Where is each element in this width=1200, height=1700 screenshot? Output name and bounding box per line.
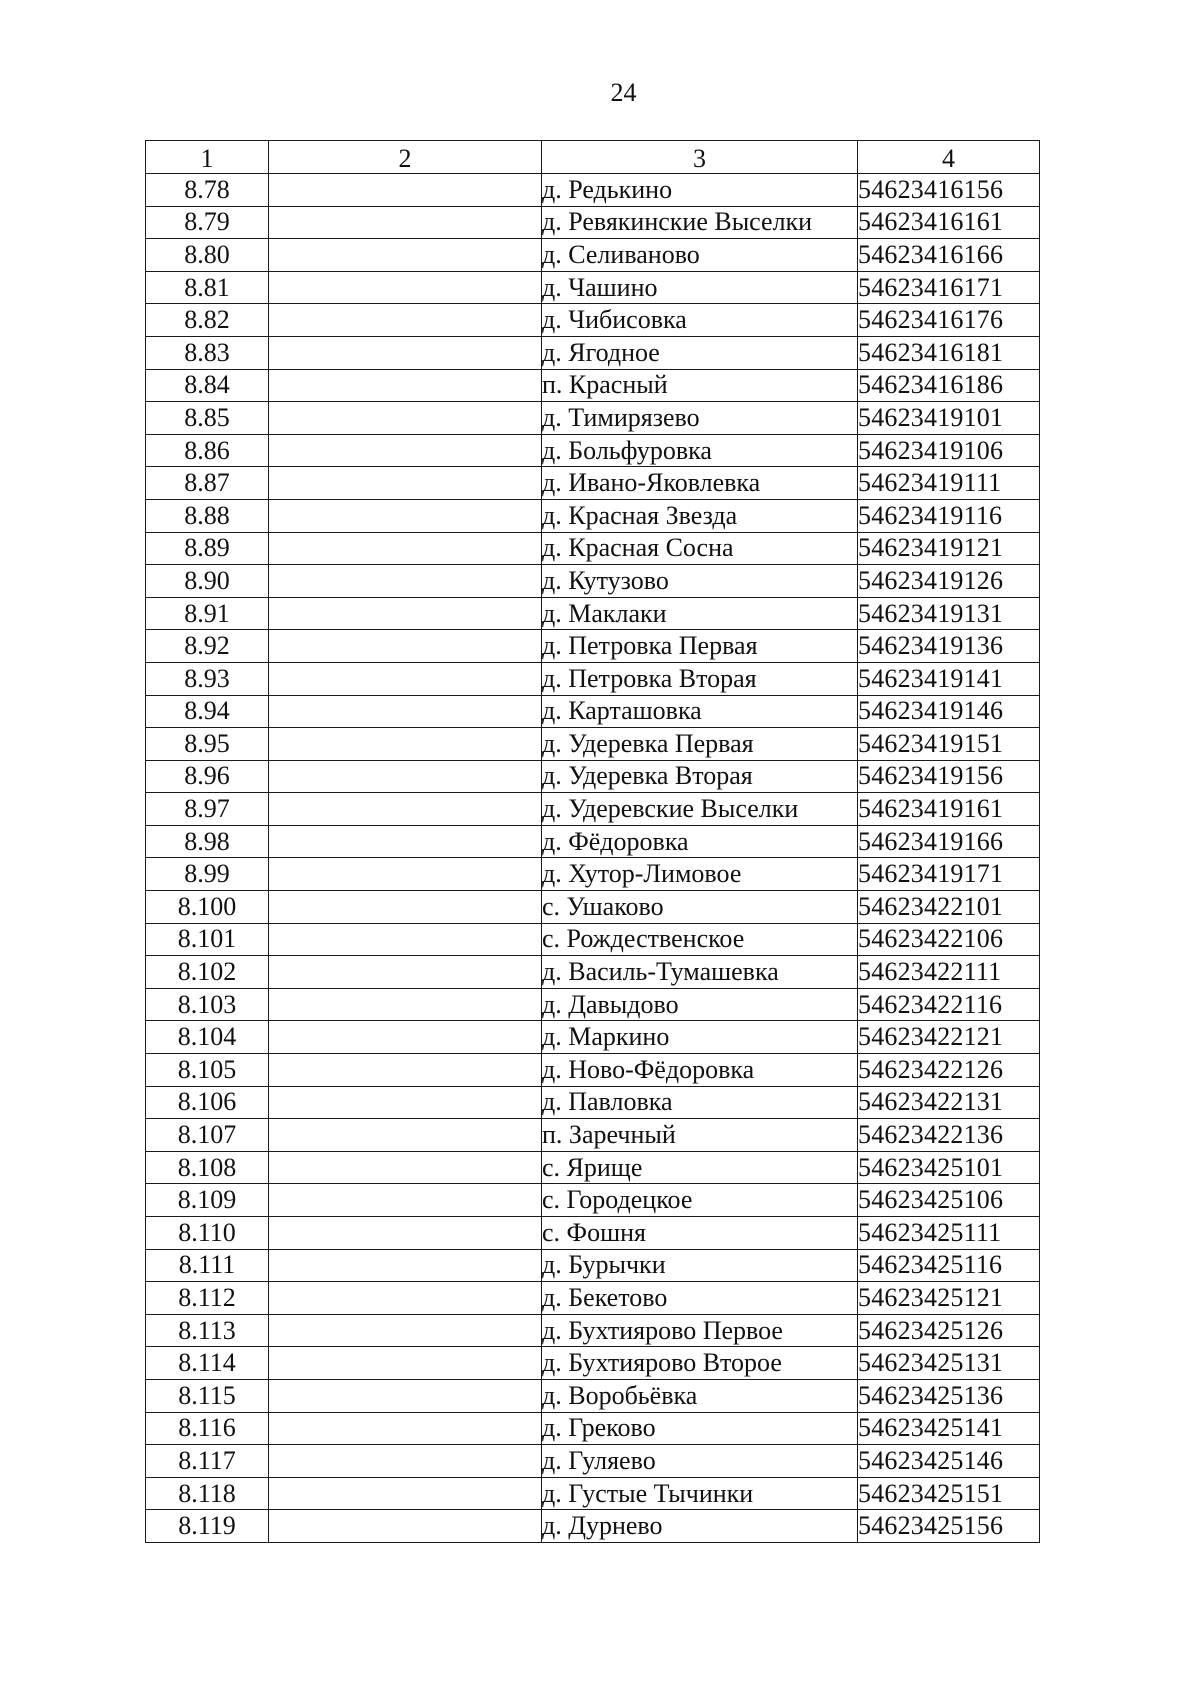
row-column2-cell xyxy=(269,956,542,989)
oktmo-code-cell: 54623425151 xyxy=(858,1477,1040,1510)
row-number-cell: 8.98 xyxy=(146,825,269,858)
oktmo-code-cell: 54623425146 xyxy=(858,1445,1040,1478)
settlement-name-cell: д. Фёдоровка xyxy=(542,825,858,858)
table-body xyxy=(146,174,1040,1543)
oktmo-code-cell: 54623416171 xyxy=(858,271,1040,304)
row-column2-cell xyxy=(269,695,542,728)
row-number-cell: 8.105 xyxy=(146,1054,269,1087)
row-column2-cell xyxy=(269,858,542,891)
row-number-cell: 8.100 xyxy=(146,891,269,924)
table-row xyxy=(146,728,1040,761)
row-number-cell: 8.104 xyxy=(146,1021,269,1054)
settlement-name-cell: д. Павловка xyxy=(542,1086,858,1119)
table-row xyxy=(146,304,1040,337)
table-row xyxy=(146,923,1040,956)
table-row xyxy=(146,630,1040,663)
page-number: 24 xyxy=(610,78,637,107)
oktmo-code-cell: 54623425141 xyxy=(858,1412,1040,1445)
column-header-4: 4 xyxy=(858,141,1040,174)
settlements-table xyxy=(145,140,1040,1543)
oktmo-code-cell: 54623419171 xyxy=(858,858,1040,891)
oktmo-code-cell: 54623419136 xyxy=(858,630,1040,663)
settlement-name-cell: д. Ягодное xyxy=(542,336,858,369)
row-column2-cell xyxy=(269,1445,542,1478)
settlement-name-cell: с. Ярище xyxy=(542,1151,858,1184)
settlement-name-cell: д. Дурнево xyxy=(542,1510,858,1543)
oktmo-code-cell: 54623416161 xyxy=(858,206,1040,239)
settlement-name-cell: д. Кутузово xyxy=(542,565,858,598)
table-row xyxy=(146,1119,1040,1152)
oktmo-code-cell: 54623419156 xyxy=(858,760,1040,793)
oktmo-code-cell: 54623419161 xyxy=(858,793,1040,826)
row-number-cell: 8.94 xyxy=(146,695,269,728)
oktmo-code-cell: 54623425106 xyxy=(858,1184,1040,1217)
settlement-name-cell: д. Петровка Первая xyxy=(542,630,858,663)
table-row xyxy=(146,565,1040,598)
oktmo-code-cell: 54623425121 xyxy=(858,1282,1040,1315)
row-number-cell: 8.117 xyxy=(146,1445,269,1478)
table-row xyxy=(146,532,1040,565)
table-row xyxy=(146,434,1040,467)
row-column2-cell xyxy=(269,467,542,500)
row-column2-cell xyxy=(269,1184,542,1217)
row-number-cell: 8.78 xyxy=(146,174,269,207)
row-column2-cell xyxy=(269,271,542,304)
table-row xyxy=(146,793,1040,826)
row-number-cell: 8.108 xyxy=(146,1151,269,1184)
table-row xyxy=(146,988,1040,1021)
row-number-cell: 8.81 xyxy=(146,271,269,304)
row-number-cell: 8.93 xyxy=(146,662,269,695)
oktmo-code-cell: 54623422116 xyxy=(858,988,1040,1021)
oktmo-code-cell: 54623416176 xyxy=(858,304,1040,337)
table-row xyxy=(146,174,1040,207)
oktmo-code-cell: 54623422101 xyxy=(858,891,1040,924)
row-column2-cell xyxy=(269,630,542,663)
row-number-cell: 8.79 xyxy=(146,206,269,239)
oktmo-code-cell: 54623416166 xyxy=(858,239,1040,272)
table-row xyxy=(146,1412,1040,1445)
settlement-name-cell: д. Воробьёвка xyxy=(542,1379,858,1412)
settlement-name-cell: д. Бухтиярово Первое xyxy=(542,1314,858,1347)
settlement-name-cell: д. Карташовка xyxy=(542,695,858,728)
table-row xyxy=(146,1314,1040,1347)
table-row xyxy=(146,1347,1040,1380)
settlement-name-cell: д. Ново-Фёдоровка xyxy=(542,1054,858,1087)
settlement-name-cell: п. Заречный xyxy=(542,1119,858,1152)
row-column2-cell xyxy=(269,760,542,793)
oktmo-code-cell: 54623416156 xyxy=(858,174,1040,207)
table-row xyxy=(146,402,1040,435)
row-number-cell: 8.102 xyxy=(146,956,269,989)
column-header-3: 3 xyxy=(542,141,858,174)
table-row xyxy=(146,956,1040,989)
table-row xyxy=(146,499,1040,532)
row-number-cell: 8.83 xyxy=(146,336,269,369)
row-column2-cell xyxy=(269,499,542,532)
row-column2-cell xyxy=(269,1379,542,1412)
row-column2-cell xyxy=(269,1086,542,1119)
row-column2-cell xyxy=(269,206,542,239)
oktmo-code-cell: 54623419151 xyxy=(858,728,1040,761)
oktmo-code-cell: 54623416186 xyxy=(858,369,1040,402)
settlement-name-cell: с. Ушаково xyxy=(542,891,858,924)
row-number-cell: 8.115 xyxy=(146,1379,269,1412)
settlement-name-cell: д. Тимирязево xyxy=(542,402,858,435)
row-column2-cell xyxy=(269,1282,542,1315)
row-column2-cell xyxy=(269,597,542,630)
row-number-cell: 8.86 xyxy=(146,434,269,467)
table-row xyxy=(146,1151,1040,1184)
table-row xyxy=(146,825,1040,858)
settlement-name-cell: д. Бурычки xyxy=(542,1249,858,1282)
row-column2-cell xyxy=(269,1477,542,1510)
settlement-name-cell: д. Греково xyxy=(542,1412,858,1445)
row-number-cell: 8.101 xyxy=(146,923,269,956)
table-row xyxy=(146,271,1040,304)
settlement-name-cell: д. Бекетово xyxy=(542,1282,858,1315)
oktmo-code-cell: 54623419106 xyxy=(858,434,1040,467)
row-column2-cell xyxy=(269,988,542,1021)
settlement-name-cell: п. Красный xyxy=(542,369,858,402)
row-column2-cell xyxy=(269,1021,542,1054)
settlement-name-cell: д. Редькино xyxy=(542,174,858,207)
row-number-cell: 8.97 xyxy=(146,793,269,826)
settlement-name-cell: д. Бухтиярово Второе xyxy=(542,1347,858,1380)
oktmo-code-cell: 54623422111 xyxy=(858,956,1040,989)
oktmo-code-cell: 54623419121 xyxy=(858,532,1040,565)
table-row xyxy=(146,597,1040,630)
table-row xyxy=(146,662,1040,695)
row-column2-cell xyxy=(269,434,542,467)
table-row xyxy=(146,1445,1040,1478)
table-row xyxy=(146,760,1040,793)
oktmo-code-cell: 54623425111 xyxy=(858,1217,1040,1250)
table-row xyxy=(146,239,1040,272)
row-number-cell: 8.113 xyxy=(146,1314,269,1347)
table-row xyxy=(146,891,1040,924)
row-number-cell: 8.92 xyxy=(146,630,269,663)
row-column2-cell xyxy=(269,1412,542,1445)
settlement-name-cell: д. Красная Звезда xyxy=(542,499,858,532)
row-number-cell: 8.85 xyxy=(146,402,269,435)
settlement-name-cell: д. Маркино xyxy=(542,1021,858,1054)
row-number-cell: 8.109 xyxy=(146,1184,269,1217)
row-column2-cell xyxy=(269,793,542,826)
row-number-cell: 8.88 xyxy=(146,499,269,532)
oktmo-code-cell: 54623425126 xyxy=(858,1314,1040,1347)
row-number-cell: 8.114 xyxy=(146,1347,269,1380)
row-column2-cell xyxy=(269,239,542,272)
column-header-1: 1 xyxy=(146,141,269,174)
table-row xyxy=(146,1054,1040,1087)
settlement-name-cell: д. Ивано-Яковлевка xyxy=(542,467,858,500)
oktmo-code-cell: 54623419111 xyxy=(858,467,1040,500)
row-column2-cell xyxy=(269,1347,542,1380)
row-column2-cell xyxy=(269,891,542,924)
row-number-cell: 8.119 xyxy=(146,1510,269,1543)
table-row xyxy=(146,1086,1040,1119)
settlement-name-cell: д. Маклаки xyxy=(542,597,858,630)
table-row xyxy=(146,336,1040,369)
row-number-cell: 8.84 xyxy=(146,369,269,402)
table-row xyxy=(146,1184,1040,1217)
settlement-name-cell: д. Удеревка Вторая xyxy=(542,760,858,793)
oktmo-code-cell: 54623425156 xyxy=(858,1510,1040,1543)
table-header-row xyxy=(146,141,1040,174)
settlement-name-cell: д. Больфуровка xyxy=(542,434,858,467)
oktmo-code-cell: 54623425136 xyxy=(858,1379,1040,1412)
settlement-name-cell: д. Петровка Вторая xyxy=(542,662,858,695)
row-number-cell: 8.90 xyxy=(146,565,269,598)
row-column2-cell xyxy=(269,1249,542,1282)
settlement-name-cell: д. Гуляево xyxy=(542,1445,858,1478)
table-row xyxy=(146,1282,1040,1315)
oktmo-code-cell: 54623419116 xyxy=(858,499,1040,532)
row-column2-cell xyxy=(269,1314,542,1347)
table-row xyxy=(146,467,1040,500)
row-column2-cell xyxy=(269,923,542,956)
settlement-name-cell: с. Городецкое xyxy=(542,1184,858,1217)
oktmo-code-cell: 54623419166 xyxy=(858,825,1040,858)
table-row xyxy=(146,1217,1040,1250)
table-row xyxy=(146,1249,1040,1282)
oktmo-code-cell: 54623419101 xyxy=(858,402,1040,435)
row-column2-cell xyxy=(269,825,542,858)
oktmo-code-cell: 54623425101 xyxy=(858,1151,1040,1184)
row-column2-cell xyxy=(269,1151,542,1184)
settlement-name-cell: д. Удеревка Первая xyxy=(542,728,858,761)
row-column2-cell xyxy=(269,304,542,337)
settlement-name-cell: д. Чибисовка xyxy=(542,304,858,337)
table-row xyxy=(146,1379,1040,1412)
row-number-cell: 8.82 xyxy=(146,304,269,337)
row-column2-cell xyxy=(269,336,542,369)
row-column2-cell xyxy=(269,1217,542,1250)
row-column2-cell xyxy=(269,369,542,402)
oktmo-code-cell: 54623422121 xyxy=(858,1021,1040,1054)
settlement-name-cell: д. Ревякинские Выселки xyxy=(542,206,858,239)
row-number-cell: 8.107 xyxy=(146,1119,269,1152)
row-column2-cell xyxy=(269,662,542,695)
row-number-cell: 8.112 xyxy=(146,1282,269,1315)
row-number-cell: 8.96 xyxy=(146,760,269,793)
settlement-name-cell: с. Рождественское xyxy=(542,923,858,956)
oktmo-code-cell: 54623419131 xyxy=(858,597,1040,630)
row-column2-cell xyxy=(269,532,542,565)
row-number-cell: 8.91 xyxy=(146,597,269,630)
row-number-cell: 8.116 xyxy=(146,1412,269,1445)
row-number-cell: 8.95 xyxy=(146,728,269,761)
oktmo-code-cell: 54623422131 xyxy=(858,1086,1040,1119)
settlement-name-cell: д. Селиваново xyxy=(542,239,858,272)
table-row xyxy=(146,206,1040,239)
oktmo-code-cell: 54623419126 xyxy=(858,565,1040,598)
row-column2-cell xyxy=(269,1119,542,1152)
row-column2-cell xyxy=(269,1510,542,1543)
table-row xyxy=(146,858,1040,891)
settlement-name-cell: д. Давыдово xyxy=(542,988,858,1021)
table-row xyxy=(146,1021,1040,1054)
settlement-name-cell: д. Чашино xyxy=(542,271,858,304)
row-number-cell: 8.111 xyxy=(146,1249,269,1282)
settlement-name-cell: д. Хутор-Лимовое xyxy=(542,858,858,891)
row-number-cell: 8.80 xyxy=(146,239,269,272)
table-row xyxy=(146,1477,1040,1510)
row-number-cell: 8.89 xyxy=(146,532,269,565)
row-column2-cell xyxy=(269,174,542,207)
row-number-cell: 8.103 xyxy=(146,988,269,1021)
row-column2-cell xyxy=(269,728,542,761)
settlement-name-cell: д. Василь-Тумашевка xyxy=(542,956,858,989)
settlement-name-cell: с. Фошня xyxy=(542,1217,858,1250)
row-column2-cell xyxy=(269,402,542,435)
oktmo-code-cell: 54623422136 xyxy=(858,1119,1040,1152)
table-row xyxy=(146,695,1040,728)
oktmo-code-cell: 54623422106 xyxy=(858,923,1040,956)
oktmo-code-cell: 54623422126 xyxy=(858,1054,1040,1087)
oktmo-code-cell: 54623419141 xyxy=(858,662,1040,695)
oktmo-code-cell: 54623416181 xyxy=(858,336,1040,369)
row-number-cell: 8.110 xyxy=(146,1217,269,1250)
row-number-cell: 8.106 xyxy=(146,1086,269,1119)
settlement-name-cell: д. Густые Тычинки xyxy=(542,1477,858,1510)
row-number-cell: 8.118 xyxy=(146,1477,269,1510)
oktmo-code-cell: 54623425131 xyxy=(858,1347,1040,1380)
table-row xyxy=(146,1510,1040,1543)
oktmo-code-cell: 54623425116 xyxy=(858,1249,1040,1282)
settlement-name-cell: д. Удеревские Выселки xyxy=(542,793,858,826)
row-column2-cell xyxy=(269,565,542,598)
column-header-2: 2 xyxy=(269,141,542,174)
row-number-cell: 8.87 xyxy=(146,467,269,500)
oktmo-code-cell: 54623419146 xyxy=(858,695,1040,728)
row-column2-cell xyxy=(269,1054,542,1087)
row-number-cell: 8.99 xyxy=(146,858,269,891)
table-row xyxy=(146,369,1040,402)
settlement-name-cell: д. Красная Сосна xyxy=(542,532,858,565)
